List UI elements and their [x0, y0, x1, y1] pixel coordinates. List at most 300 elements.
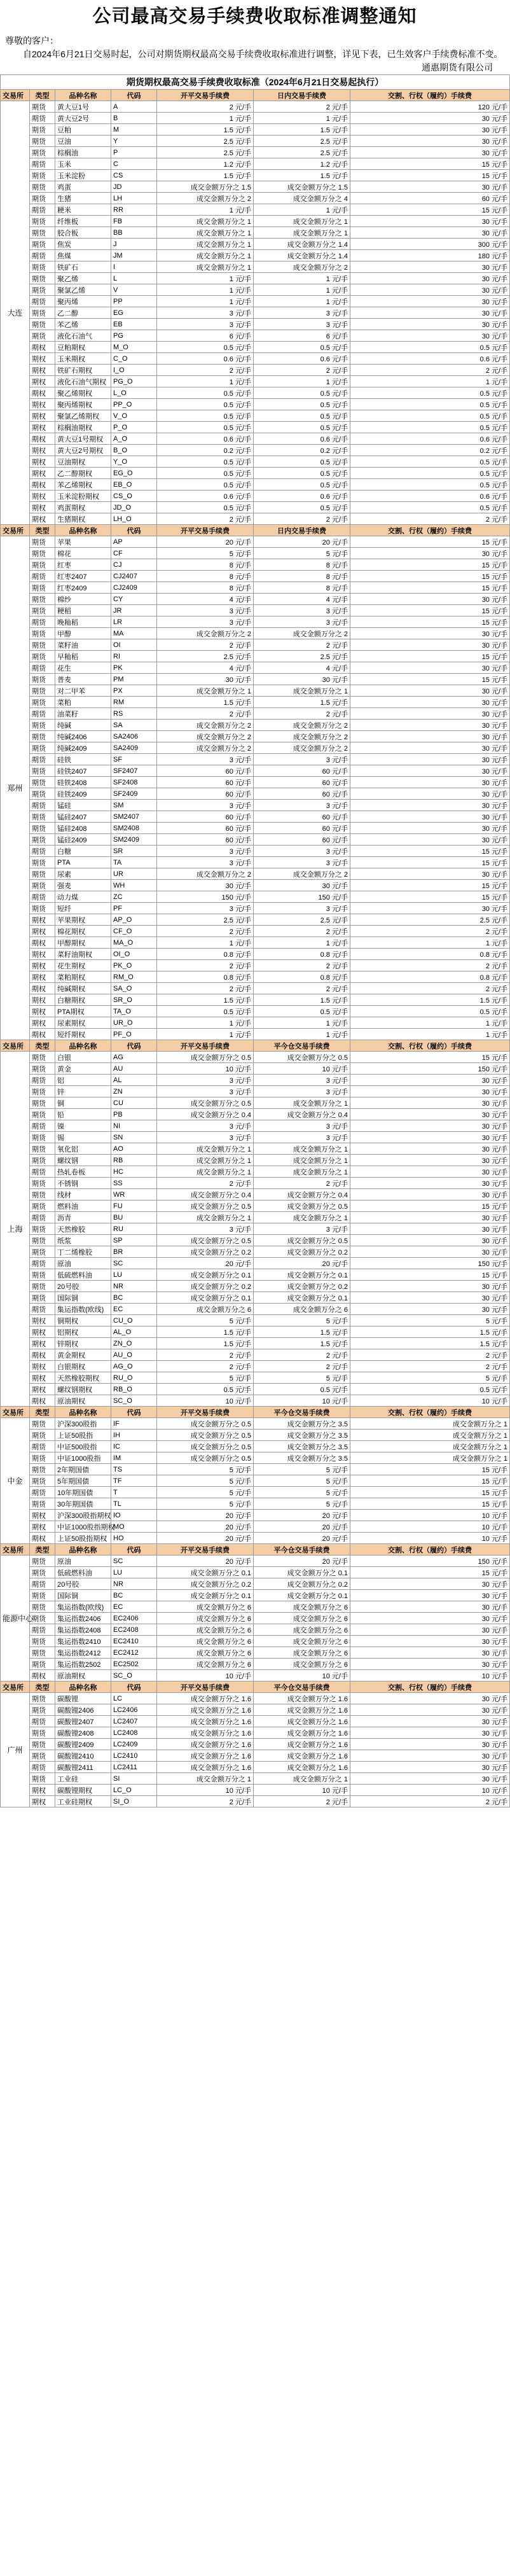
code-cell: AP_O	[111, 914, 157, 926]
column-header: 开平交易手续费	[157, 1040, 254, 1052]
open-close-fee-cell: 5 元/手	[157, 1372, 254, 1384]
exchange-cell: 郑州	[1, 536, 30, 1040]
product-name-cell: 焦煤	[55, 250, 111, 261]
open-close-fee-cell: 成交金额万分之 1.5	[157, 181, 254, 193]
open-close-fee-cell: 2 元/手	[157, 983, 254, 994]
delivery-fee-cell: 15 元/手	[350, 582, 510, 594]
intraday-fee-cell: 10 元/手	[254, 1670, 350, 1681]
type-cell: 期货	[30, 170, 55, 181]
product-name-cell: 螺纹钢	[55, 1155, 111, 1166]
delivery-fee-cell: 30 元/手	[350, 708, 510, 720]
intraday-fee-cell: 1 元/手	[254, 296, 350, 307]
type-cell: 期权	[30, 445, 55, 456]
table-row	[1, 113, 510, 124]
delivery-fee-cell: 30 元/手	[350, 1120, 510, 1132]
intraday-fee-cell: 0.5 元/手	[254, 502, 350, 513]
code-cell: SP	[111, 1235, 157, 1246]
type-cell: 期货	[30, 330, 55, 342]
type-cell: 期货	[30, 1590, 55, 1601]
column-header: 交割、行权（履约）手续费	[350, 525, 510, 536]
type-cell: 期货	[30, 1762, 55, 1773]
table-row	[1, 1739, 510, 1750]
table-row	[1, 1556, 510, 1567]
open-close-fee-cell: 成交金额万分之 6	[157, 1624, 254, 1636]
delivery-fee-cell: 0.5 元/手	[350, 468, 510, 479]
code-cell: TL	[111, 1498, 157, 1510]
open-close-fee-cell: 60 元/手	[157, 777, 254, 788]
table-row	[1, 491, 510, 502]
intraday-fee-cell: 20 元/手	[254, 1510, 350, 1521]
delivery-fee-cell: 1 元/手	[350, 937, 510, 949]
table-row	[1, 1601, 510, 1613]
delivery-fee-cell: 30 元/手	[350, 330, 510, 342]
intraday-fee-cell: 成交金额万分之 1.6	[254, 1750, 350, 1762]
column-header: 开平交易手续费	[157, 90, 254, 101]
code-cell: AP	[111, 536, 157, 548]
open-close-fee-cell: 成交金额万分之 0.2	[157, 1281, 254, 1292]
intraday-fee-cell: 3 元/手	[254, 1086, 350, 1097]
type-cell: 期权	[30, 1326, 55, 1338]
delivery-fee-cell: 30 元/手	[350, 754, 510, 765]
type-cell: 期货	[30, 1430, 55, 1441]
code-cell: BB	[111, 227, 157, 239]
delivery-fee-cell: 30 元/手	[350, 1578, 510, 1590]
code-cell: TS	[111, 1464, 157, 1475]
column-header: 平今仓交易手续费	[254, 1040, 350, 1052]
type-cell: 期货	[30, 1166, 55, 1178]
type-cell: 期权	[30, 1510, 55, 1521]
code-cell: SI_O	[111, 1796, 157, 1807]
table-row	[1, 811, 510, 823]
table-row	[1, 1693, 510, 1704]
code-cell: JD	[111, 181, 157, 193]
table-row	[1, 1258, 510, 1269]
delivery-fee-cell: 30 元/手	[350, 284, 510, 296]
product-name-cell: 铝	[55, 1075, 111, 1086]
product-name-cell: 焦炭	[55, 239, 111, 250]
type-cell: 期货	[30, 823, 55, 834]
intraday-fee-cell: 成交金额万分之 0.2	[254, 1246, 350, 1258]
intraday-fee-cell: 成交金额万分之 1	[254, 685, 350, 697]
delivery-fee-cell: 0.5 元/手	[350, 456, 510, 468]
type-cell: 期权	[30, 410, 55, 422]
table-row	[1, 605, 510, 616]
product-name-cell: 集运指数(欧线)	[55, 1601, 111, 1613]
intraday-fee-cell: 0.5 元/手	[254, 422, 350, 433]
open-close-fee-cell: 2 元/手	[157, 1796, 254, 1807]
delivery-fee-cell: 30 元/手	[350, 1750, 510, 1762]
product-name-cell: 尿素期权	[55, 1017, 111, 1029]
product-name-cell: 黄金期权	[55, 1349, 111, 1361]
type-cell: 期货	[30, 239, 55, 250]
table-row	[1, 582, 510, 594]
delivery-fee-cell: 30 元/手	[350, 181, 510, 193]
intraday-fee-cell: 2 元/手	[254, 639, 350, 651]
intraday-fee-cell: 1 元/手	[254, 284, 350, 296]
type-cell: 期货	[30, 1178, 55, 1189]
table-row	[1, 1613, 510, 1624]
table-row	[1, 639, 510, 651]
open-close-fee-cell: 成交金额万分之 1	[157, 227, 254, 239]
intraday-fee-cell: 3 元/手	[254, 903, 350, 914]
intraday-fee-cell: 2 元/手	[254, 1361, 350, 1372]
intraday-fee-cell: 成交金额万分之 1.6	[254, 1716, 350, 1727]
type-cell: 期货	[30, 1269, 55, 1281]
header-row	[1, 1407, 510, 1418]
intraday-fee-cell: 0.2 元/手	[254, 445, 350, 456]
intraday-fee-cell: 成交金额万分之 6	[254, 1613, 350, 1624]
code-cell: LU	[111, 1567, 157, 1578]
delivery-fee-cell: 30 元/手	[350, 720, 510, 731]
column-header: 平今仓交易手续费	[254, 1544, 350, 1556]
open-close-fee-cell: 0.5 元/手	[157, 342, 254, 353]
open-close-fee-cell: 1 元/手	[157, 937, 254, 949]
open-close-fee-cell: 成交金额万分之 1	[157, 239, 254, 250]
type-cell: 期权	[30, 491, 55, 502]
code-cell: CY	[111, 594, 157, 605]
code-cell: LC2409	[111, 1739, 157, 1750]
code-cell: PX	[111, 685, 157, 697]
open-close-fee-cell: 成交金额万分之 0.1	[157, 1567, 254, 1578]
column-header: 代码	[111, 1407, 157, 1418]
code-cell: PK	[111, 662, 157, 674]
open-close-fee-cell: 成交金额万分之 1	[157, 216, 254, 227]
open-close-fee-cell: 成交金额万分之 0.5	[157, 1097, 254, 1109]
delivery-fee-cell: 30 元/手	[350, 1155, 510, 1166]
table-row	[1, 250, 510, 261]
intraday-fee-cell: 0.6 元/手	[254, 491, 350, 502]
delivery-fee-cell: 15 元/手	[350, 170, 510, 181]
product-name-cell: 苹果	[55, 536, 111, 548]
product-name-cell: 原油期权	[55, 1395, 111, 1407]
intraday-fee-cell: 2 元/手	[254, 1796, 350, 1807]
type-cell: 期权	[30, 983, 55, 994]
type-cell: 期货	[30, 903, 55, 914]
type-cell: 期权	[30, 365, 55, 376]
code-cell: UR_O	[111, 1017, 157, 1029]
code-cell: PP	[111, 296, 157, 307]
delivery-fee-cell: 30 元/手	[350, 765, 510, 777]
delivery-fee-cell: 30 元/手	[350, 1727, 510, 1739]
open-close-fee-cell: 成交金额万分之 0.5	[157, 1452, 254, 1464]
table-row	[1, 1487, 510, 1498]
type-cell: 期货	[30, 536, 55, 548]
column-header: 交易所	[1, 1544, 30, 1556]
table-row	[1, 433, 510, 445]
type-cell: 期货	[30, 273, 55, 284]
type-cell: 期权	[30, 479, 55, 491]
open-close-fee-cell: 成交金额万分之 2	[157, 868, 254, 880]
delivery-fee-cell: 15 元/手	[350, 651, 510, 662]
delivery-fee-cell: 30 元/手	[350, 1647, 510, 1659]
product-name-cell: 硅铁2409	[55, 788, 111, 800]
open-close-fee-cell: 成交金额万分之 2	[157, 628, 254, 639]
column-header: 日内交易手续费	[254, 90, 350, 101]
code-cell: SM2407	[111, 811, 157, 823]
table-row	[1, 216, 510, 227]
product-name-cell: 白糖	[55, 846, 111, 857]
product-name-cell: 工业硅期权	[55, 1796, 111, 1807]
table-row	[1, 914, 510, 926]
table-row	[1, 971, 510, 983]
product-name-cell: 镍	[55, 1120, 111, 1132]
delivery-fee-cell: 15 元/手	[350, 571, 510, 582]
code-cell: RI	[111, 651, 157, 662]
code-cell: PF	[111, 903, 157, 914]
open-close-fee-cell: 10 元/手	[157, 1063, 254, 1075]
table-row	[1, 1326, 510, 1338]
notice-body: 自2024年6月21日交易时起，公司对期货期权最高交易手续费收取标准进行调整，详见下表，已生效客户手续费标准不变。	[23, 49, 503, 59]
code-cell: AL	[111, 1075, 157, 1086]
table-row	[1, 662, 510, 674]
type-cell: 期货	[30, 662, 55, 674]
delivery-fee-cell: 30 元/手	[350, 1601, 510, 1613]
code-cell: Y	[111, 136, 157, 147]
code-cell: LC2407	[111, 1716, 157, 1727]
table-row	[1, 445, 510, 456]
intraday-fee-cell: 10 元/手	[254, 1395, 350, 1407]
open-close-fee-cell: 0.5 元/手	[157, 1384, 254, 1395]
delivery-fee-cell: 30 元/手	[350, 800, 510, 811]
column-header: 交易所	[1, 1681, 30, 1693]
code-cell: SF2409	[111, 788, 157, 800]
table-row	[1, 124, 510, 136]
delivery-fee-cell: 15 元/手	[350, 880, 510, 891]
delivery-fee-cell: 1.5 元/手	[350, 1326, 510, 1338]
delivery-fee-cell: 10 元/手	[350, 1510, 510, 1521]
delivery-fee-cell: 30 元/手	[350, 1235, 510, 1246]
open-close-fee-cell: 8 元/手	[157, 582, 254, 594]
type-cell: 期货	[30, 296, 55, 307]
table-row	[1, 1395, 510, 1407]
intraday-fee-cell: 成交金额万分之 0.1	[254, 1590, 350, 1601]
code-cell: SN	[111, 1132, 157, 1143]
table-row	[1, 1166, 510, 1178]
delivery-fee-cell: 30 元/手	[350, 1189, 510, 1201]
code-cell: V	[111, 284, 157, 296]
delivery-fee-cell: 15 元/手	[350, 1475, 510, 1487]
intraday-fee-cell: 成交金额万分之 6	[254, 1647, 350, 1659]
intraday-fee-cell: 成交金额万分之 2	[254, 261, 350, 273]
code-cell: SC_O	[111, 1395, 157, 1407]
intraday-fee-cell: 3 元/手	[254, 1120, 350, 1132]
delivery-fee-cell: 30 元/手	[350, 1075, 510, 1086]
product-name-cell: 集运指数(欧线)	[55, 1304, 111, 1315]
table-row	[1, 800, 510, 811]
type-cell: 期货	[30, 1223, 55, 1235]
code-cell: CJ2409	[111, 582, 157, 594]
open-close-fee-cell: 0.5 元/手	[157, 399, 254, 410]
intraday-fee-cell: 成交金额万分之 1	[254, 1212, 350, 1223]
product-name-cell: 锌期权	[55, 1338, 111, 1349]
fee-table	[0, 74, 510, 1807]
intraday-fee-cell: 成交金额万分之 2	[254, 628, 350, 639]
open-close-fee-cell: 2 元/手	[157, 1361, 254, 1372]
type-cell: 期权	[30, 1338, 55, 1349]
open-close-fee-cell: 成交金额万分之 0.5	[157, 1418, 254, 1430]
product-name-cell: 丁二烯橡胶	[55, 1246, 111, 1258]
delivery-fee-cell: 0.5 元/手	[350, 1384, 510, 1395]
code-cell: AU_O	[111, 1349, 157, 1361]
table-row	[1, 777, 510, 788]
code-cell: EC2412	[111, 1647, 157, 1659]
table-row	[1, 158, 510, 170]
column-header: 类型	[30, 90, 55, 101]
table-row	[1, 1716, 510, 1727]
delivery-fee-cell: 30 元/手	[350, 319, 510, 330]
intraday-fee-cell: 0.5 元/手	[254, 1384, 350, 1395]
table-row	[1, 239, 510, 250]
open-close-fee-cell: 成交金额万分之 1	[157, 1166, 254, 1178]
intraday-fee-cell: 成交金额万分之 4	[254, 193, 350, 204]
product-name-cell: 纯碱2409	[55, 742, 111, 754]
product-name-cell: 铜	[55, 1097, 111, 1109]
open-close-fee-cell: 20 元/手	[157, 1521, 254, 1533]
open-close-fee-cell: 成交金额万分之 2	[157, 742, 254, 754]
intraday-fee-cell: 2 元/手	[254, 983, 350, 994]
intraday-fee-cell: 4 元/手	[254, 662, 350, 674]
table-row	[1, 536, 510, 548]
code-cell: BC	[111, 1590, 157, 1601]
code-cell: LC2406	[111, 1704, 157, 1716]
type-cell: 期权	[30, 1029, 55, 1040]
open-close-fee-cell: 0.6 元/手	[157, 433, 254, 445]
type-cell: 期货	[30, 1704, 55, 1716]
product-name-cell: 棕榈油期权	[55, 422, 111, 433]
code-cell: RB	[111, 1155, 157, 1166]
intraday-fee-cell: 1.5 元/手	[254, 994, 350, 1006]
type-cell: 期货	[30, 868, 55, 880]
table-row	[1, 594, 510, 605]
table-row	[1, 193, 510, 204]
product-name-cell: 中证500股指	[55, 1441, 111, 1452]
delivery-fee-cell: 15 元/手	[350, 158, 510, 170]
code-cell: EC2406	[111, 1613, 157, 1624]
delivery-fee-cell: 0.6 元/手	[350, 353, 510, 365]
open-close-fee-cell: 2 元/手	[157, 1178, 254, 1189]
delivery-fee-cell: 2 元/手	[350, 1349, 510, 1361]
product-name-cell: 聚乙烯	[55, 273, 111, 284]
delivery-fee-cell: 1 元/手	[350, 376, 510, 387]
code-cell: IM	[111, 1452, 157, 1464]
table-row	[1, 616, 510, 628]
type-cell: 期权	[30, 376, 55, 387]
open-close-fee-cell: 5 元/手	[157, 1498, 254, 1510]
header-row	[1, 1681, 510, 1693]
delivery-fee-cell: 2 元/手	[350, 1361, 510, 1372]
type-cell: 期货	[30, 216, 55, 227]
code-cell: AO	[111, 1143, 157, 1155]
intraday-fee-cell: 5 元/手	[254, 1464, 350, 1475]
type-cell: 期权	[30, 513, 55, 525]
delivery-fee-cell: 30 元/手	[350, 113, 510, 124]
product-name-cell: 碳酸锂2411	[55, 1762, 111, 1773]
type-cell: 期货	[30, 1693, 55, 1704]
table-row	[1, 1567, 510, 1578]
product-name-cell: 铜期权	[55, 1315, 111, 1326]
delivery-fee-cell: 30 元/手	[350, 662, 510, 674]
table-row	[1, 1762, 510, 1773]
intraday-fee-cell: 0.8 元/手	[254, 949, 350, 960]
open-close-fee-cell: 20 元/手	[157, 1556, 254, 1567]
type-cell: 期货	[30, 1075, 55, 1086]
delivery-fee-cell: 15 元/手	[350, 891, 510, 903]
delivery-fee-cell: 30 元/手	[350, 1773, 510, 1785]
delivery-fee-cell: 15 元/手	[350, 616, 510, 628]
code-cell: SI	[111, 1773, 157, 1785]
product-name-cell: 白银期权	[55, 1361, 111, 1372]
delivery-fee-cell: 1 元/手	[350, 1029, 510, 1040]
table-row	[1, 147, 510, 158]
product-name-cell: 粳稻	[55, 605, 111, 616]
code-cell: LU	[111, 1269, 157, 1281]
intraday-fee-cell: 成交金额万分之 2	[254, 731, 350, 742]
open-close-fee-cell: 成交金额万分之 2	[157, 720, 254, 731]
column-header: 交易所	[1, 525, 30, 536]
table-row	[1, 742, 510, 754]
open-close-fee-cell: 1.5 元/手	[157, 1338, 254, 1349]
code-cell: BR	[111, 1246, 157, 1258]
code-cell: I_O	[111, 365, 157, 376]
intraday-fee-cell: 3 元/手	[254, 857, 350, 868]
open-close-fee-cell: 2 元/手	[157, 639, 254, 651]
code-cell: SC_O	[111, 1670, 157, 1681]
code-cell: RM_O	[111, 971, 157, 983]
delivery-fee-cell: 2 元/手	[350, 1796, 510, 1807]
code-cell: PM	[111, 674, 157, 685]
notice-title: 公司最高交易手续费收取标准调整通知	[92, 6, 417, 27]
open-close-fee-cell: 60 元/手	[157, 811, 254, 823]
product-name-cell: 锰硅	[55, 800, 111, 811]
column-header: 品种名称	[55, 1544, 111, 1556]
type-cell: 期货	[30, 101, 55, 113]
exchange-cell: 中金	[1, 1418, 30, 1544]
product-name-cell: 聚丙烯	[55, 296, 111, 307]
product-name-cell: 对二甲苯	[55, 685, 111, 697]
intraday-fee-cell: 30 元/手	[254, 674, 350, 685]
open-close-fee-cell: 10 元/手	[157, 1670, 254, 1681]
product-name-cell: 螺纹钢期权	[55, 1384, 111, 1395]
open-close-fee-cell: 1.5 元/手	[157, 994, 254, 1006]
product-name-cell: 10年期国债	[55, 1487, 111, 1498]
product-name-cell: 红枣2409	[55, 582, 111, 594]
product-name-cell: 甲醇	[55, 628, 111, 639]
intraday-fee-cell: 成交金额万分之 1.5	[254, 181, 350, 193]
type-cell: 期货	[30, 1556, 55, 1567]
code-cell: B_O	[111, 445, 157, 456]
code-cell: TA	[111, 857, 157, 868]
table-row	[1, 1578, 510, 1590]
open-close-fee-cell: 5 元/手	[157, 1464, 254, 1475]
table-row	[1, 227, 510, 239]
intraday-fee-cell: 0.5 元/手	[254, 456, 350, 468]
product-name-cell: 乙二醇	[55, 307, 111, 319]
code-cell: B	[111, 113, 157, 124]
product-name-cell: 工业硅	[55, 1773, 111, 1785]
type-cell: 期货	[30, 605, 55, 616]
code-cell: SF	[111, 754, 157, 765]
product-name-cell: 锰硅2408	[55, 823, 111, 834]
table-row	[1, 342, 510, 353]
table-row	[1, 1223, 510, 1235]
product-name-cell: 5年期国债	[55, 1475, 111, 1487]
header-row	[1, 525, 510, 536]
type-cell: 期权	[30, 468, 55, 479]
open-close-fee-cell: 成交金额万分之 1	[157, 1212, 254, 1223]
type-cell: 期货	[30, 261, 55, 273]
column-header: 交割、行权（履约）手续费	[350, 1681, 510, 1693]
table-row	[1, 1269, 510, 1281]
